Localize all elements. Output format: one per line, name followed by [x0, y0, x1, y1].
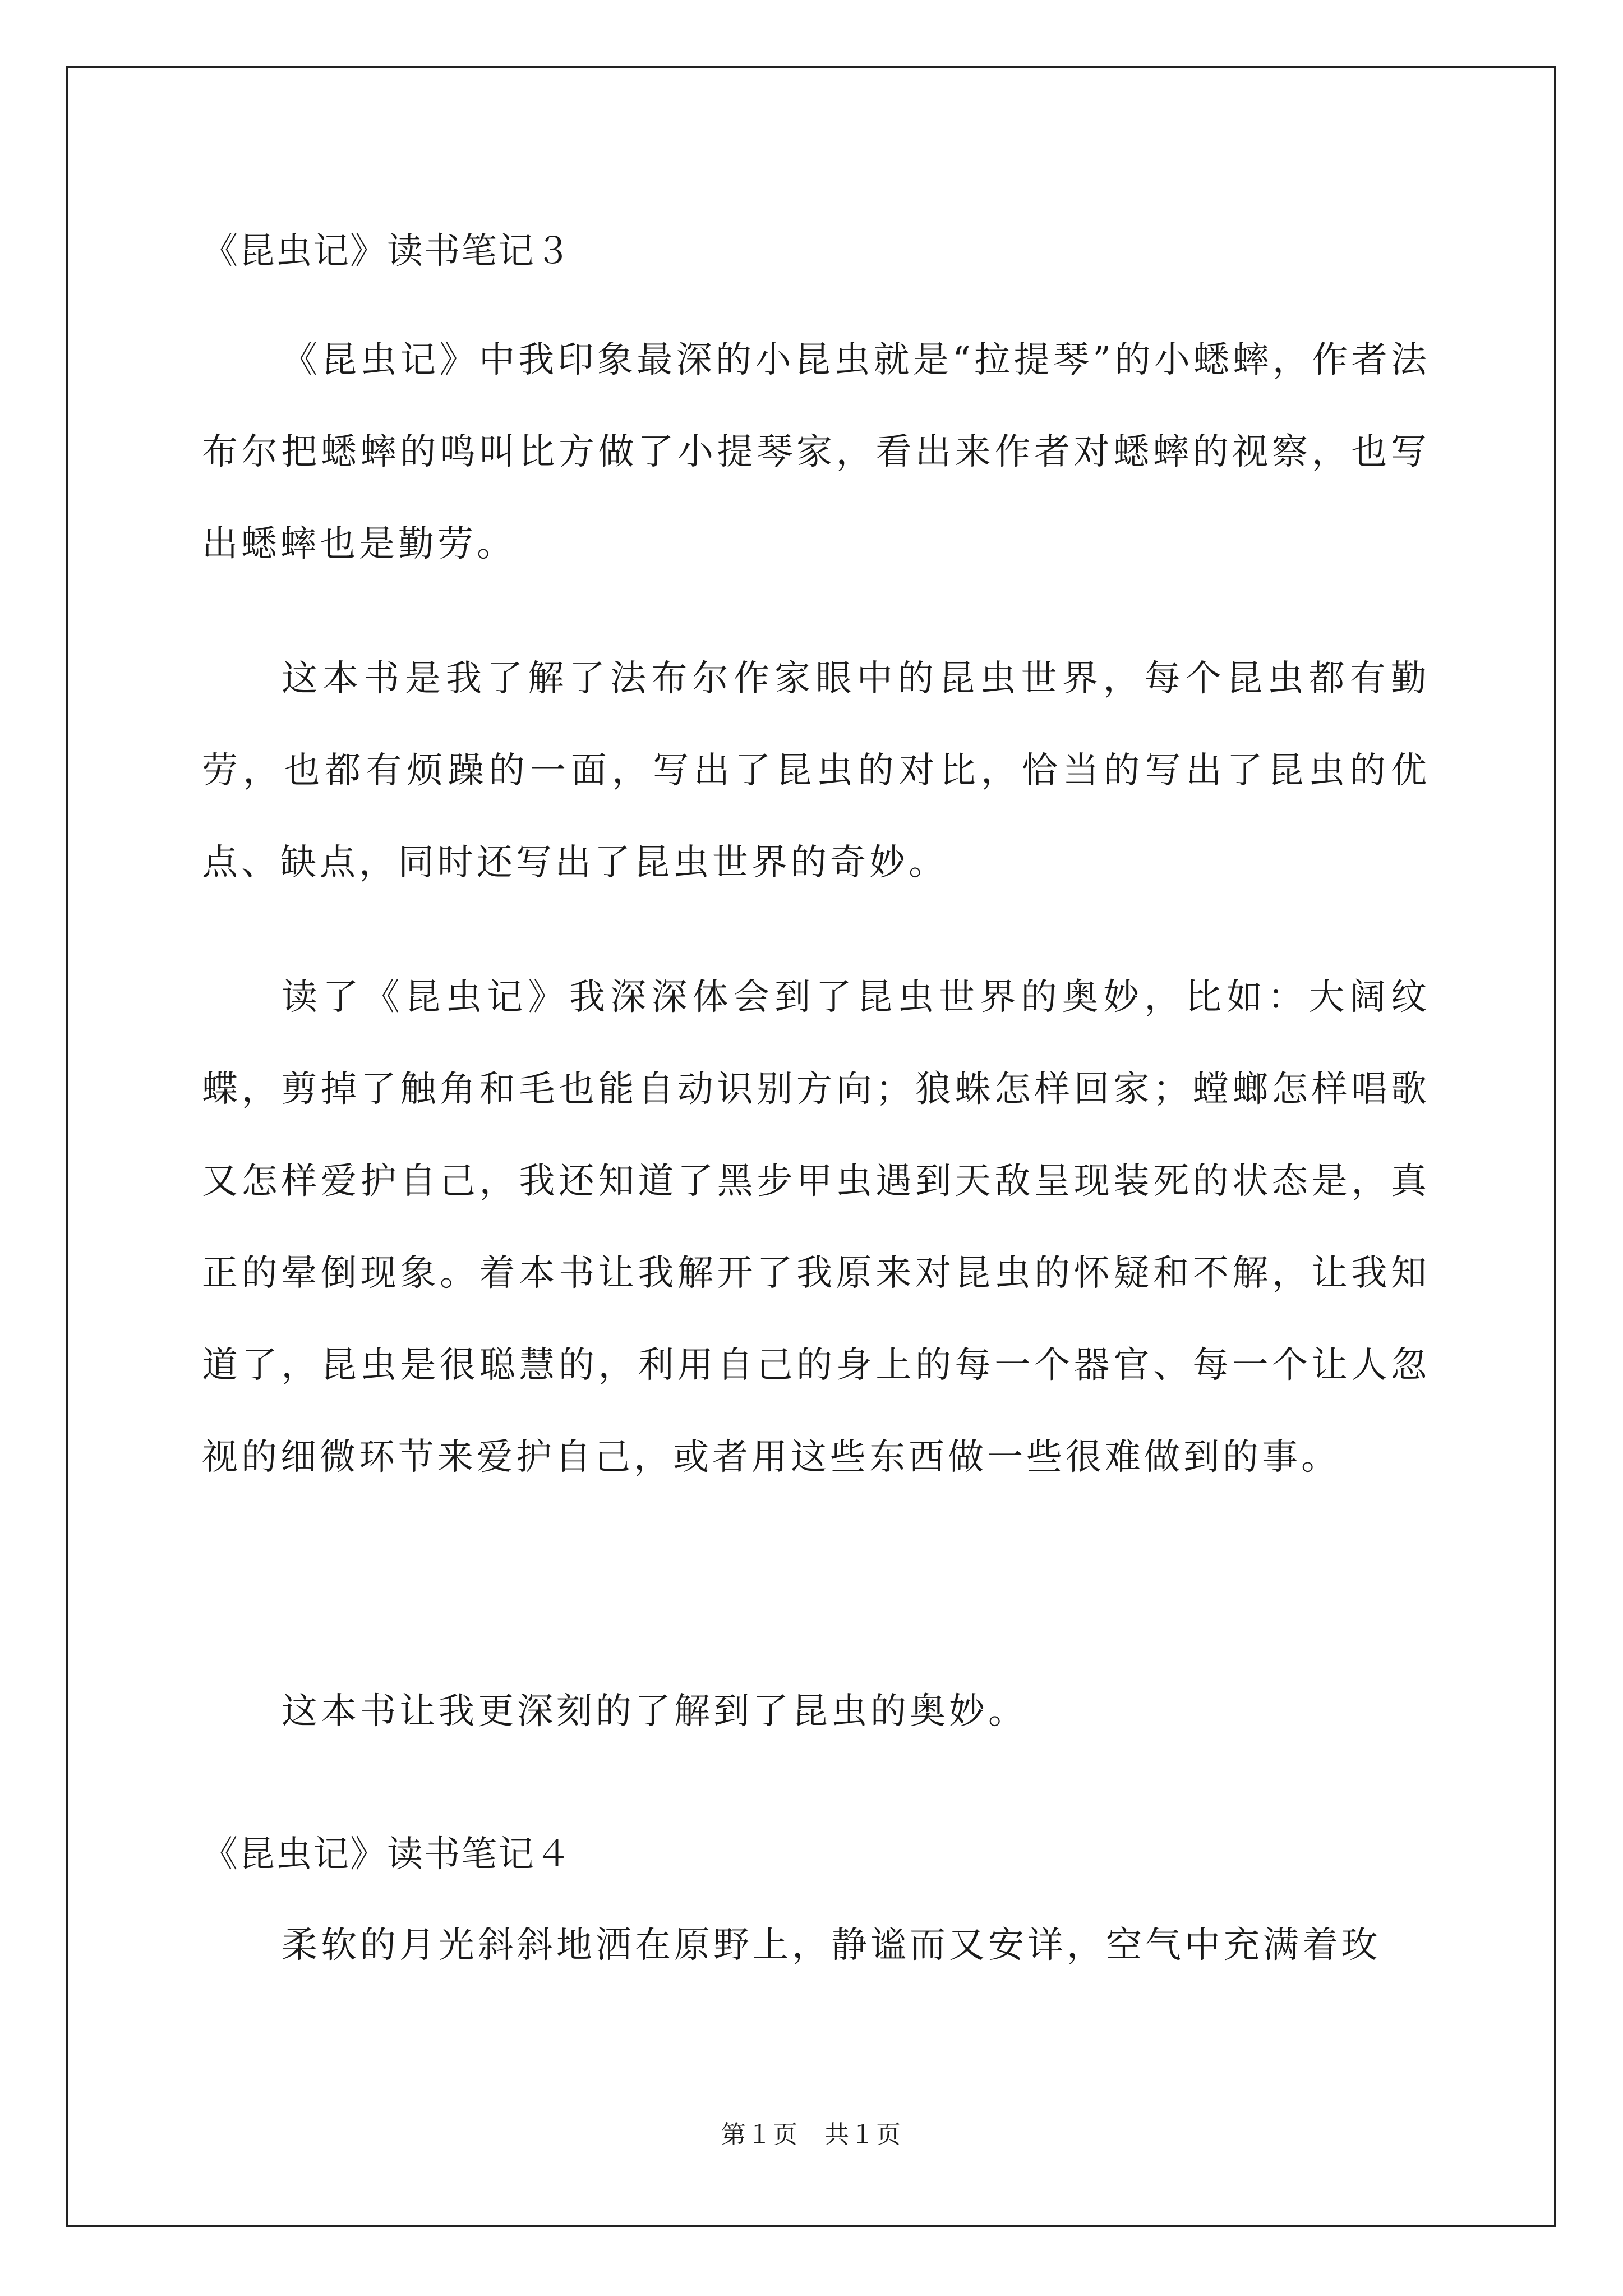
- section-heading: 《昆虫记》读书笔记４: [202, 1834, 572, 1875]
- section-heading: 《昆虫记》读书笔记３: [202, 231, 572, 272]
- paragraph: 这本书让我更深刻的了解到了昆虫的奥妙。: [282, 1691, 1027, 1732]
- paragraph: 读了《昆虫记》我深深体会到了昆虫世界的奥妙，比如：大阔纹蝶，剪掉了触角和毛也能自动识别方向；狼蛛怎样回家；螳螂怎样唱歌又怎样爱护自己，我还知道了黑步甲虫遇到天敌呈现装死的状态是，真正的晕倒现象。着本书让我解开了我原来对昆虫的怀疑和不解，让我知道了，昆虫是很聪慧的，利用自己的身上的每一个器官、每一个让人忽视的细微环节来爱护自己，或者用这些东西做一些很难做到的事。: [202, 977, 1430, 1478]
- paragraph: 《昆虫记》中我印象最深的小昆虫就是“拉提琴”的小蟋蟀，作者法布尔把蟋蟀的鸣叫比方做了小提琴家，看出来作者对蟋蟀的视察，也写出蟋蟀也是勤劳。: [202, 339, 1430, 565]
- paragraph: 这本书是我了解了法布尔作家眼中的昆虫世界，每个昆虫都有勤劳，也都有烦躁的一面，写出了昆虫的对比，恰当的写出了昆虫的优点、缺点，同时还写出了昆虫世界的奇妙。: [202, 658, 1430, 884]
- page-number-footer: 第１页 共１页: [721, 2120, 902, 2149]
- paragraph: 柔软的月光斜斜地洒在原野上，静谧而又安详，空气中充满着玫: [282, 1925, 1381, 1966]
